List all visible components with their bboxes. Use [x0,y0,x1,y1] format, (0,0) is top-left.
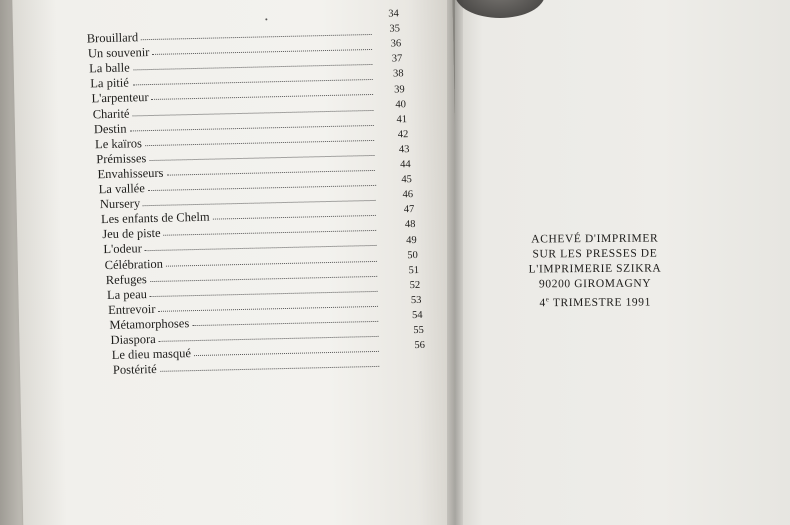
toc-leader-dots [144,245,376,251]
toc-page-number: 54 [411,309,423,322]
toc-entry-title: Prémisses [96,150,147,167]
toc-page-number: 36 [390,38,402,50]
colophon [500,231,691,311]
toc-entry-title: Diaspora [110,331,156,347]
toc-leader-dots [148,185,376,191]
toc-page-number: 42 [397,128,409,141]
toc-leader-dots [150,291,378,297]
toc-leader-dots [166,170,374,176]
toc-entry-title: La pitié [90,75,130,91]
toc-leader-dots [133,64,372,70]
toc-entry-title: Le dieu masqué [111,346,192,363]
toc-page-number: 53 [410,294,422,307]
toc-page-number: 37 [391,53,403,65]
toc-page-number: 39 [394,83,405,95]
toc-entry-title: L'odeur [103,241,142,257]
toc-leader-dots [213,215,376,220]
toc-leader-dots [160,366,379,372]
toc-page-number: 40 [395,98,407,111]
toc-entry-title: Postérité [112,362,157,378]
colophon-line: SUR LES PRESSES DE [532,247,658,261]
toc-leader-dots [152,94,374,100]
toc-leader-dots [163,230,376,236]
toc-leader-dots [141,34,372,40]
quarter-year: TRIMESTRE 1991 [549,296,652,310]
toc-entry-title: Métamorphoses [109,316,190,332]
toc-entry-title: Nursery [99,196,141,212]
toc-entry-title: Entrevoir [108,301,156,317]
toc-entry-title: La balle [88,60,130,76]
toc-entry-title: Un souvenir [87,45,150,61]
quarter-number: 4 [539,297,546,310]
toc-page-number: 45 [401,174,413,186]
toc-page-number: 50 [407,249,418,261]
toc-page-number: 47 [403,204,415,216]
toc-leader-dots [166,260,377,266]
toc-leader-dots [150,276,377,282]
toc-page-number: 41 [396,113,408,126]
toc-entry-title: La peau [106,286,148,302]
toc-page-number: 51 [408,264,420,276]
toc-page-number: 55 [413,324,424,337]
toc-page-number: 44 [400,159,411,171]
toc-page-number: 48 [404,219,416,231]
toc-entry-title: Charité [92,105,130,121]
toc-entry-title: Brouillard [86,30,139,46]
toc-page-number: 34 [388,8,399,20]
toc-entry-title: Les enfants de Chelm [100,209,210,227]
toc-page-number: 49 [406,234,417,246]
toc-page-number: 38 [392,68,404,80]
colophon-line: L'IMPRIMERIE SZIKRA [528,262,662,276]
colophon-line: 90200 GIROMAGNY [538,277,652,291]
colophon-line: ACHEVÉ D'IMPRIMER [531,232,659,246]
toc-entry-title: Envahisseurs [97,165,164,182]
toc-leader-dots [132,79,372,85]
toc-leader-dots [159,336,379,342]
toc-entry-title: Célébration [104,256,164,272]
colophon-date [500,291,690,311]
toc-entry-title: La vallée [98,181,145,197]
toc-entry-title: L'arpenteur [91,90,149,106]
toc-entry-title: Destin [93,121,127,136]
toc-leader-dots [145,140,374,146]
toc-leader-dots [149,155,374,161]
toc-leader-dots [194,351,379,356]
toc-leader-dots [192,321,378,326]
toc-page-number: 35 [389,23,401,35]
toc-leader-dots [152,49,372,55]
ink-dot [265,18,267,20]
toc-leader-dots [143,200,376,206]
toc-leader-dots [130,125,374,132]
toc-page-number: 43 [398,144,410,156]
toc-page-number: 56 [414,340,426,352]
toc-entry-title: Jeu de piste [102,226,161,242]
toc-leader-dots [133,109,374,115]
toc-entry-title: Le kaïros [94,135,143,151]
toc-leader-dots [158,306,378,312]
quarter-superscript: e [545,295,550,304]
toc-page-number: 52 [409,279,421,291]
toc-entry-title: Refuges [105,271,147,287]
toc-page-number: 46 [402,189,414,201]
